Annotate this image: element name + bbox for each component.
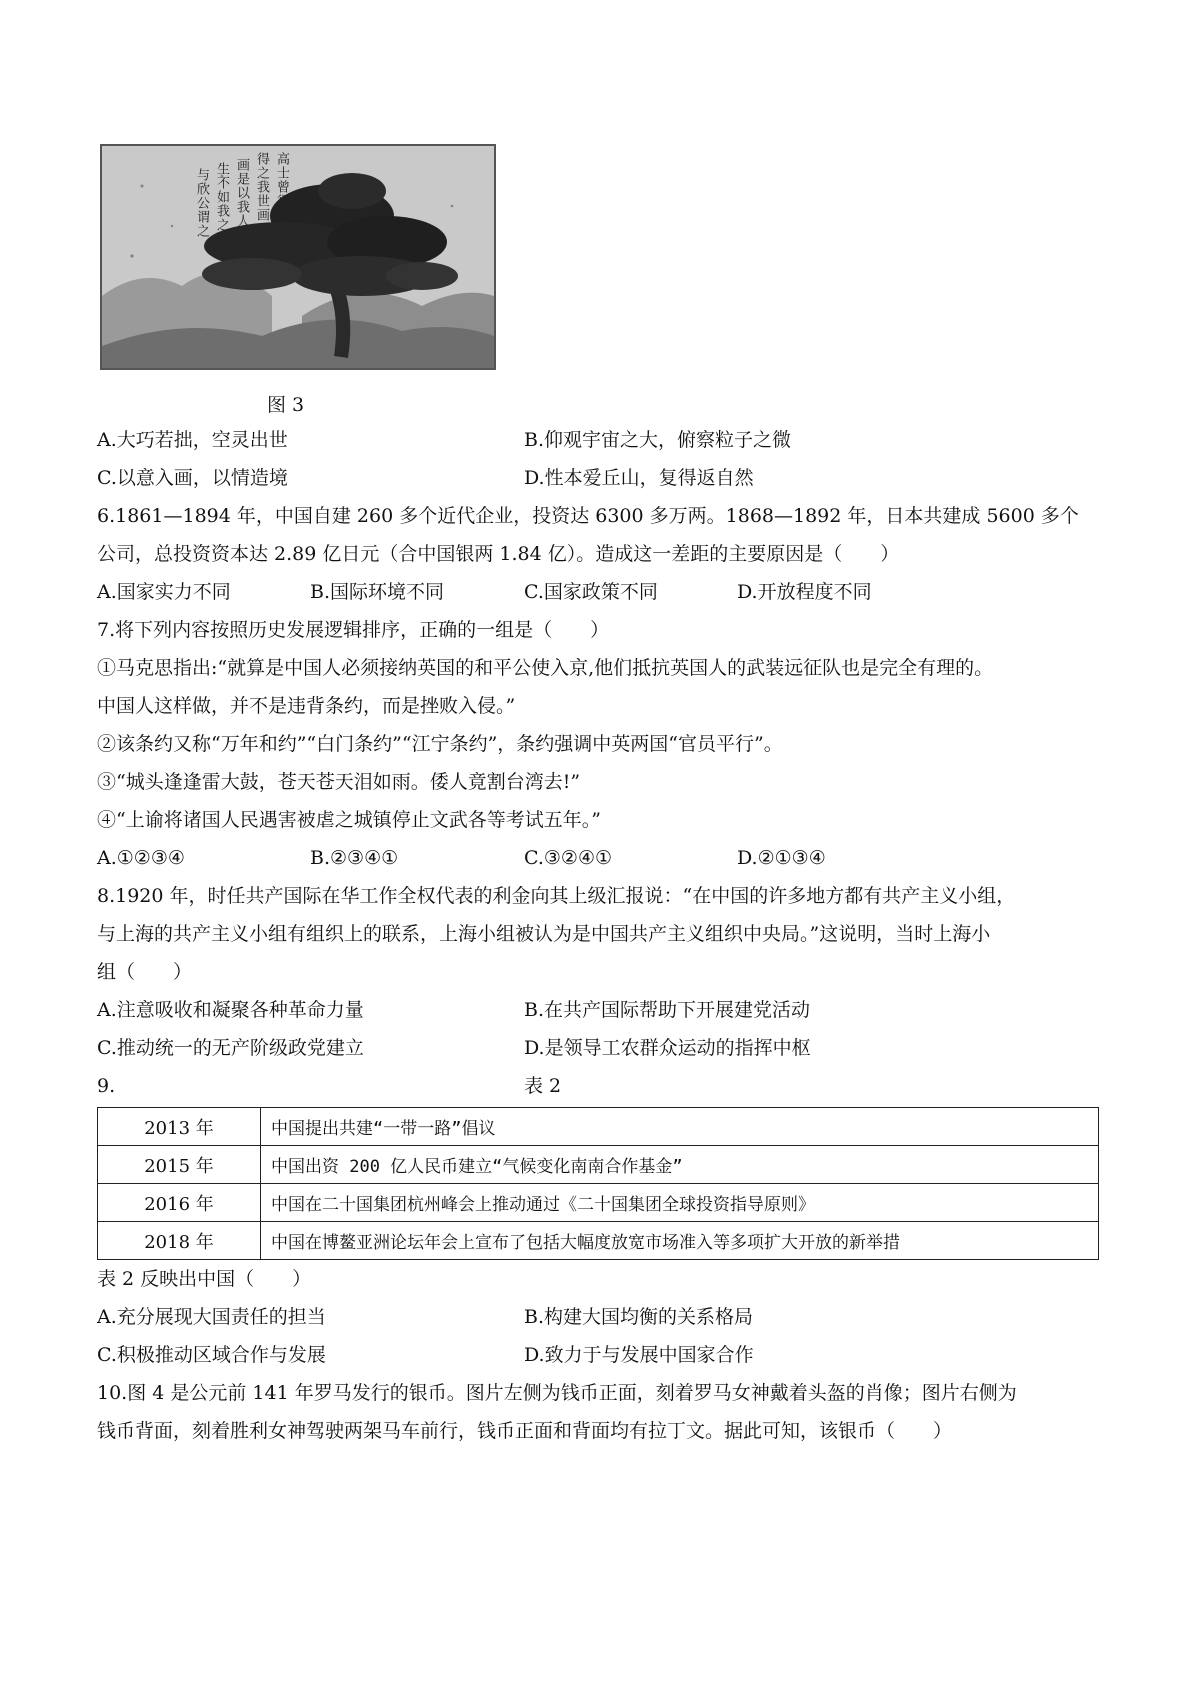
q9-number: 9. <box>97 1075 116 1097</box>
q9-option-a: A.充分展现大国责任的担当 <box>97 1306 326 1328</box>
inscription-column: 与欣公谓之 <box>194 168 209 238</box>
q9-option-b: B.构建大国均衡的关系格局 <box>524 1306 754 1328</box>
q6-option-c: C.国家政策不同 <box>524 581 658 603</box>
q7-option-d: D.②①③④ <box>737 847 826 869</box>
figure-3-caption: 图 3 <box>267 394 305 416</box>
inscription-column: 高士曾得我 <box>274 152 289 222</box>
table-cell-event: 中国在二十国集团杭州峰会上推动通过《二十国集团全球投资指导原则》 <box>261 1184 1099 1222</box>
q9-stem: 表 2 反映出中国（ ） <box>97 1268 312 1290</box>
q6-option-d: D.开放程度不同 <box>737 581 872 603</box>
q7-item-4: ④“上谕将诸国人民遇害被虐之城镇停止文武各等考试五年。” <box>97 809 601 831</box>
q8-stem-line-3: 组（ ） <box>97 961 193 983</box>
landscape-painting-image <box>102 146 494 368</box>
table-row <box>98 1146 1099 1184</box>
q5-option-a: A.大巧若拙，空灵出世 <box>97 429 288 451</box>
table-2 <box>97 1107 1099 1260</box>
q7-item-1-line-1: ①马克思指出:“就算是中国人必须接纳英国的和平公使入京,他们抵抗英国人的武装远征队也是完全有理的。 <box>97 657 994 679</box>
q7-item-1-line-2: 中国人这样做，并不是违背条约，而是挫败入侵。” <box>97 695 516 717</box>
table-row <box>98 1108 1099 1146</box>
table-row <box>98 1184 1099 1222</box>
q8-option-b: B.在共产国际帮助下开展建党活动 <box>524 999 811 1021</box>
table-cell-event: 中国在博鳌亚洲论坛年会上宣布了包括大幅度放宽市场准入等多项扩大开放的新举措 <box>261 1222 1099 1260</box>
inscription-column: 画是以我人 <box>234 158 249 228</box>
q6-stem-line-2: 公司，总投资资本达 2.89 亿日元（合中国银两 1.84 亿）。造成这一差距的主要原因是（ ） <box>97 543 900 565</box>
q8-option-a: A.注意吸收和凝聚各种革命力量 <box>97 999 364 1021</box>
table-2-title: 表 2 <box>524 1075 562 1097</box>
table-cell-year: 2015 年 <box>98 1146 261 1184</box>
q8-stem-line-2: 与上海的共产主义小组有组织上的联系，上海小组被认为是中国共产主义组织中央局。”这说明，当时上海小 <box>97 923 991 945</box>
q7-option-a: A.①②③④ <box>97 847 185 869</box>
table-cell-year: 2018 年 <box>98 1222 261 1260</box>
q6-stem-line-1: 6.1861—1894 年，中国自建 260 多个近代企业，投资达 6300 多万两。1868—1892 年，日本共建成 5600 多个 <box>97 505 1079 527</box>
q5-option-b: B.仰观宇宙之大，俯察粒子之微 <box>524 429 792 451</box>
table-cell-event: 中国提出共建“一带一路”倡议 <box>261 1108 1099 1146</box>
inscription-column: 得之我世画 <box>254 152 269 222</box>
q7-option-b: B.②③④① <box>310 847 399 869</box>
q5-option-c: C.以意入画，以情造境 <box>97 467 288 489</box>
q6-option-a: A.国家实力不同 <box>97 581 231 603</box>
figure-3-painting <box>100 144 496 370</box>
table-cell-event: 中国出资 200 亿人民币建立“气候变化南南合作基金” <box>261 1146 1099 1184</box>
table-cell-year: 2013 年 <box>98 1108 261 1146</box>
q7-option-c: C.③②④① <box>524 847 613 869</box>
q7-item-3: ③“城头逢逢雷大鼓，苍天苍天泪如雨。倭人竟割台湾去!” <box>97 771 581 793</box>
q10-stem-line-1: 10.图 4 是公元前 141 年罗马发行的银币。图片左侧为钱币正面，刻着罗马女神戴着头盔的肖像；图片右侧为 <box>97 1382 1017 1404</box>
calligraphy-inscription <box>172 152 292 242</box>
inscription-column: 生不如我之 <box>214 162 229 232</box>
table-cell-year: 2016 年 <box>98 1184 261 1222</box>
q5-option-d: D.性本爱丘山，复得返自然 <box>524 467 754 489</box>
q9-option-d: D.致力于与发展中国家合作 <box>524 1344 754 1366</box>
q8-option-d: D.是领导工农群众运动的指挥中枢 <box>524 1037 811 1059</box>
q7-item-2: ②该条约又称“万年和约”“白门条约”“江宁条约”，条约强调中英两国“官员平行”。 <box>97 733 783 755</box>
q8-option-c: C.推动统一的无产阶级政党建立 <box>97 1037 364 1059</box>
q7-stem: 7.将下列内容按照历史发展逻辑排序，正确的一组是（ ） <box>97 619 610 641</box>
q10-stem-line-2: 钱币背面，刻着胜利女神驾驶两架马车前行，钱币正面和背面均有拉丁文。据此可知，该银币（ ） <box>97 1420 953 1442</box>
q6-option-b: B.国际环境不同 <box>310 581 445 603</box>
table-row <box>98 1222 1099 1260</box>
q8-stem-line-1: 8.1920 年，时任共产国际在华工作全权代表的利金向其上级汇报说：“在中国的许多地方都有共产主义小组， <box>97 885 1016 907</box>
q9-option-c: C.积极推动区域合作与发展 <box>97 1344 326 1366</box>
